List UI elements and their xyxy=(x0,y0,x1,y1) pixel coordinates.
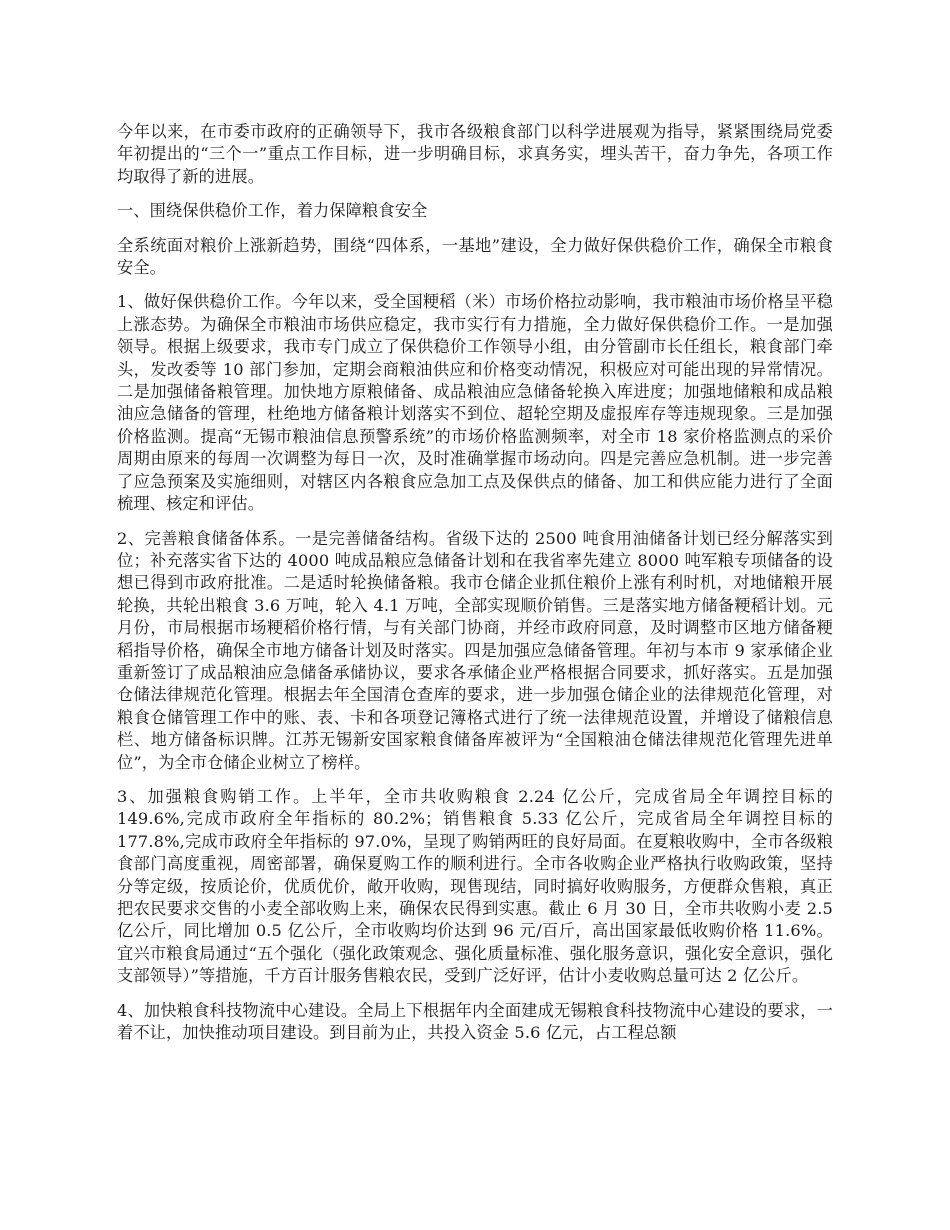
item-4-paragraph: 4、加快粮食科技物流中心建设。全局上下根据年内全面建成无锡粮食科技物流中心建设的要求，一着不让，加快推动项目建设。到目前为止，共投入资金 5.6 亿元，占工程总额 xyxy=(117,1000,833,1043)
document-body xyxy=(117,121,833,1056)
item-2-paragraph: 2、完善粮食储备体系。一是完善储备结构。省级下达的 2500 吨食用油储备计划已经分解落实到位；补充落实省下达的 4000 吨成品粮应急储备计划和在我省率先建立 8000 吨军粮专项储备的设想已得到市政府批准。二是适时轮换储备粮。我市仓储企业抓住粮价上涨有利时机，对地储粮开展轮换，共轮出粮食 3.6 万吨，轮入 4.1 万吨，全部实现顺价销售。三是落实地方储备粳稻计划。元月份，市局根据市场粳稻价格行情，与有关部门协商，并经市政府同意，及时调整市区地方储备粳稻指导价格，确保全市地方储备计划及时落实。四是加强应急储备管理。年初与本市 9 家承储企业重新签订了成品粮油应急储备承储协议，要求各承储企业严格根据合同要求，抓好落实。五是加强仓储法律规范化管理。根据去年全国清仓查库的要求，进一步加强仓储企业的法律规范化管理，对粮食仓储管理工作中的账、表、卡和各项登记簿格式进行了统一法律规范设置，并增设了储粮信息栏、地方储备标识牌。江苏无锡新安国家粮食储备库被评为“全国粮油仓储法律规范化管理先进单位”，为全市仓储企业树立了榜样。 xyxy=(117,528,833,772)
section-intro-paragraph: 全系统面对粮价上涨新趋势，围绕“四体系，一基地”建设，全力做好保供稳价工作，确保全市粮食安全。 xyxy=(117,235,833,278)
intro-paragraph: 今年以来，在市委市政府的正确领导下，我市各级粮食部门以科学进展观为指导，紧紧围绕局党委年初提出的“三个一”重点工作目标，进一步明确目标，求真务实，埋头苦干，奋力争先，各项工作均取得了新的进展。 xyxy=(117,122,833,186)
section-heading: 一、围绕保供稳价工作，着力保障粮食安全 xyxy=(117,201,428,221)
item-3-paragraph: 3、加强粮食购销工作。上半年，全市共收购粮食 2.24 亿公斤，完成省局全年调控目标的 149.6%,完成市政府全年指标的 80.2%；销售粮食 5.33 亿公斤，完成省局全年调控目标的 177.8%,完成市政府全年指标的 97.0%，呈现了购销两旺的良好局面。在夏粮收购中，全市各级粮食部门高度重视，周密部署，确保夏购工作的顺利进行。全市各收购企业严格执行收购政策，坚持分等定级，按质论价，优质优价，敞开收购，现售现结，同时搞好收购服务，方便群众售粮，真正把农民要求交售的小麦全部收购上来，确保农民得到实惠。截止 6 月 30 日，全市共收购小麦 2.5 亿公斤，同比增加 0.5 亿公斤，全市收购均价达到 96 元/百斤，高出国家最低收购价格 11.6%。宜兴市粮食局通过“五个强化（强化政策观念、强化质量标准、强化服务意识，强化安全意识，强化支部领导）”等措施，千方百计服务售粮农民，受到广泛好评，估计小麦收购总量可达 2 亿公斤。 xyxy=(117,786,833,986)
item-1-paragraph: 1、做好保供稳价工作。今年以来，受全国粳稻（米）市场价格拉动影响，我市粮油市场价格呈平稳上涨态势。为确保全市粮油市场供应稳定，我市实行有力措施，全力做好保供稳价工作。一是加强领导。根据上级要求，我市专门成立了保供稳价工作领导小组，由分管副市长任组长，粮食部门牵头，发改委等 10 部门参加，定期会商粮油供应和价格变动情况，积极应对可能出现的异常情况。二是加强储备粮管理。加快地方原粮储备、成品粮油应急储备轮换入库进度；加强地储粮和成品粮油应急储备的管理，杜绝地方储备粮计划落实不到位、超轮空期及虚报库存等违规现象。三是加强价格监测。提高“无锡市粮油信息预警系统”的市场价格监测频率，对全市 18 家价格监测点的采价周期由原来的每周一次调整为每日一次，及时准确掌握市场动向。四是完善应急机制。进一步完善了应急预案及实施细则，对辖区内各粮食应急加工点及保供点的储备、加工和供应能力进行了全面梳理、核定和评估。 xyxy=(117,292,833,514)
